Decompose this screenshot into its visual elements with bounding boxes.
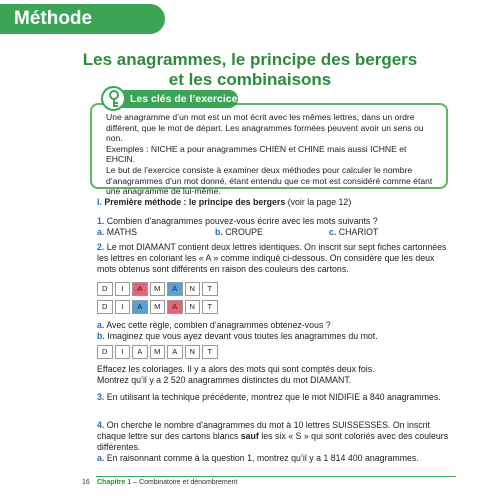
key-paragraph-1: Une anagramme d’un mot est un mot écrit avec les mêmes lettres, dans un ordre différent, que le mot de départ. Les anagrammes formées peuvent avoir un sens ou non.: [106, 112, 424, 144]
tile: T: [202, 282, 218, 296]
question-1: 1. Combien d’anagrammes pouvez-vous écrire avec les mots suivants ? a. MATHS b. CROUPE c. CHARIOT: [97, 216, 452, 238]
tile: D: [97, 282, 113, 296]
footer-chapter: Chapitre 1 – Combinatoire et dénombrement: [97, 479, 238, 486]
tiles-row-2: [97, 300, 220, 314]
tile: M: [150, 282, 166, 296]
question-2: 2. Le mot DIAMANT contient deux lettres identiques. On inscrit sur sept fiches cartonnées les lettres en coloriant les « A » comme indiqué ci-dessous. On considère que les deux mots obtenus sont différents en raison des couleurs des cartons.: [97, 242, 447, 274]
tile: I: [115, 282, 131, 296]
tile: A: [167, 345, 183, 359]
tile: A: [132, 345, 148, 359]
tiles-row-1: [97, 282, 220, 296]
footer-rule: [96, 476, 456, 477]
question-2-conclusion: Effacez les coloriages. Il y a alors des mots qui sont comptés deux fois. Montrez qu’il y a 2 520 anagrammes distinctes du mot DIAMANT.: [97, 364, 375, 385]
tile: N: [185, 345, 201, 359]
tile: I: [115, 345, 131, 359]
tile: A: [167, 282, 183, 296]
tile: D: [97, 300, 113, 314]
question-1-options: a. MATHS b. CROUPE c. CHARIOT: [97, 227, 379, 237]
tile: T: [202, 345, 218, 359]
tiles-row-3: [97, 345, 220, 359]
method-badge: Méthode: [0, 4, 165, 34]
page-title-line1: Les anagrammes, le principe des bergers: [82, 50, 418, 69]
page-number: 16: [82, 479, 90, 486]
tile: A: [132, 300, 148, 314]
key-points-label: Les clés de l’exercice: [104, 90, 238, 108]
tile: A: [132, 282, 148, 296]
key-paragraph-3: Le but de l’exercice consiste à examiner deux méthodes pour calculer le nombre d’anagrammes d’un mot donné, étant entendu que ce mot est considéré comme étant une anagramme de lui-même.: [106, 164, 433, 197]
section-1-heading: I. Première méthode : le principe des bergers (voir la page 12): [97, 197, 352, 207]
tile: M: [150, 345, 166, 359]
tile: D: [97, 345, 113, 359]
key-points-box: [90, 103, 448, 197]
tile: N: [185, 282, 201, 296]
key-icon: [101, 86, 126, 111]
tile: M: [150, 300, 166, 314]
key-paragraph-2: Exemples : NICHE a pour anagrammes CHIEN et CHINE mais aussi ICHNE et EHCIN.: [106, 143, 407, 165]
tile: N: [185, 300, 201, 314]
question-4: 4. On cherche le nombre d’anagrammes du mot à 10 lettres SUISSESSES. On inscrit chaque lettre sur des cartons blancs sauf les six « S » qui sont coloriés avec des couleurs différentes. a. En raisonnant comme à la question 1, montrez qu’il y a 1 814 400 anagrammes.: [97, 420, 449, 463]
tile: A: [167, 300, 183, 314]
question-3: 3. En utilisant la technique précédente, montrez que le mot NIDIFIE a 840 anagrammes.: [97, 392, 441, 402]
question-2-parts: a. Avec cette règle, combien d’anagrammes obtenez-vous ? b. Imaginez que vous ayez devant vous toutes les anagrammes du mot.: [97, 320, 378, 341]
page-title-line2: et les combinaisons: [168, 70, 332, 89]
tile: T: [202, 300, 218, 314]
tile: I: [115, 300, 131, 314]
